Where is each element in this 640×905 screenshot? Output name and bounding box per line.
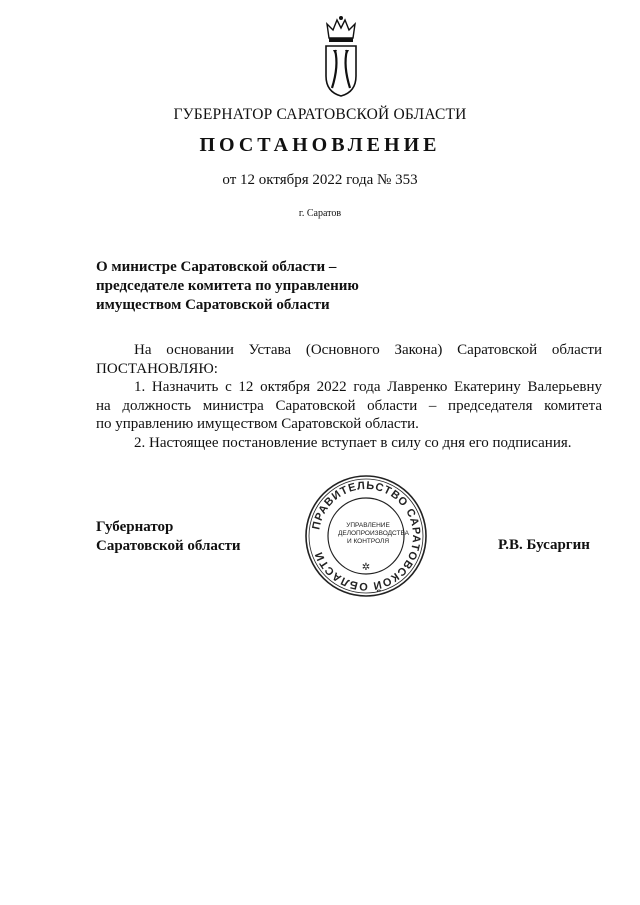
- seal-center-line: И КОНТРОЛЯ: [346, 538, 390, 545]
- seal-star-icon: ✲: [361, 562, 371, 573]
- signer-position-line: Саратовской области: [96, 538, 241, 554]
- body-line: 1. Назначить с 12 октября 2022 года Лавренко Екатерину Валерьевну: [134, 379, 602, 396]
- signer-name: Р.В. Бусаргин: [498, 537, 590, 553]
- authority-title: ГУБЕРНАТОР САРАТОВСКОЙ ОБЛАСТИ: [173, 106, 467, 123]
- subject-line: имуществом Саратовской области: [96, 297, 330, 313]
- document-type: ПОСТАНОВЛЕНИЕ: [199, 134, 441, 156]
- body-line: ПОСТАНОВЛЯЮ:: [96, 360, 218, 377]
- document-city: г. Саратов: [298, 208, 342, 219]
- seal-center-line: ДЕЛОПРОИЗВОДСТВА: [338, 530, 409, 537]
- saratov-coat-of-arms-icon: [323, 14, 359, 98]
- seal-ring-text: ПРАВИТЕЛЬСТВО САРАТОВСКОЙ ОБЛАСТИ: [310, 479, 423, 593]
- signer-position-line: Губернатор: [96, 519, 174, 535]
- document-subject: [96, 258, 426, 315]
- signer-position: [96, 518, 241, 556]
- subject-line: председателе комитета по управлению: [96, 278, 359, 294]
- seal-center-line: УПРАВЛЕНИЕ: [346, 522, 390, 529]
- body-line: по управлению имуществом Саратовской области.: [96, 416, 419, 433]
- body-line: 2. Настоящее постановление вступает в силу со дня его подписания.: [134, 434, 572, 451]
- body-line: На основании Устава (Основного Закона) Саратовской области: [134, 342, 602, 358]
- document-date-number: от 12 октября 2022 года № 353: [222, 172, 418, 188]
- seal-center-text: [338, 522, 409, 546]
- document-body: [96, 341, 602, 453]
- body-line: на должность министра Саратовской области – председателя комитета: [96, 397, 602, 414]
- subject-line: О министре Саратовской области –: [96, 259, 337, 275]
